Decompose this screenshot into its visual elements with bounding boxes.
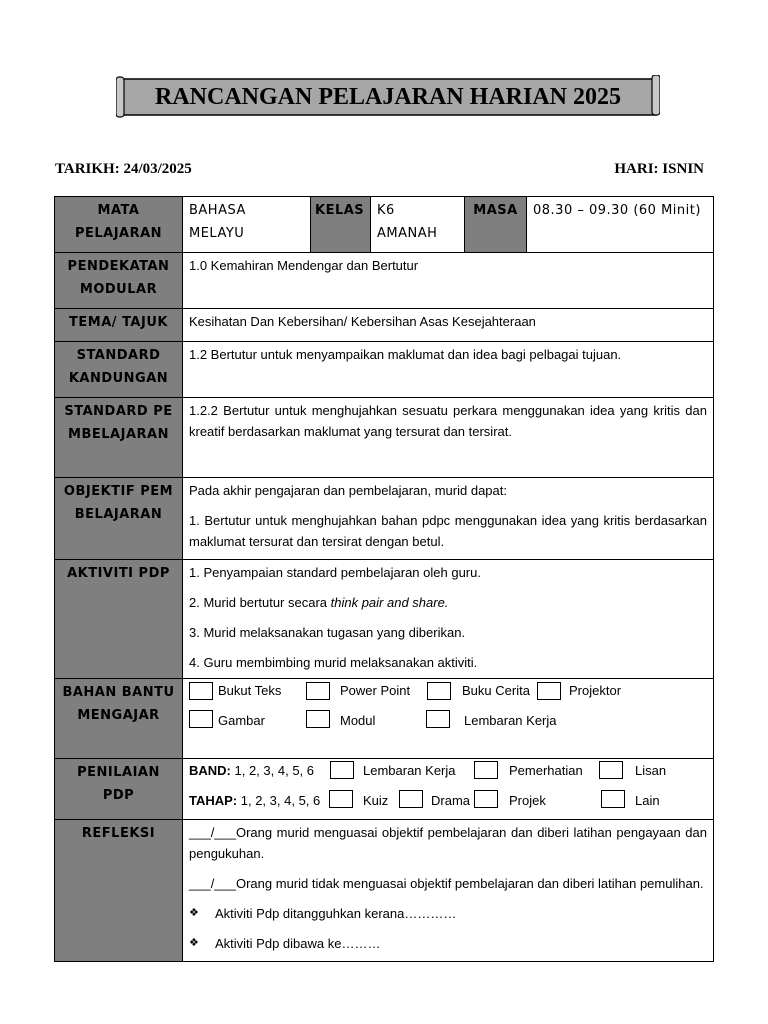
projektor-label: Projektor — [569, 683, 622, 698]
refleksi-cell — [183, 820, 714, 962]
checkbox-bukut-teks[interactable] — [189, 682, 213, 700]
kelas-value: K6 AMANAH — [371, 197, 465, 253]
aktiviti-item-1: 1. Penyampaian standard pembelajaran oleh guru. — [189, 565, 481, 580]
bbm-cell — [183, 679, 714, 759]
hari-label: HARI: ISNIN — [614, 161, 704, 177]
drama-label: Drama — [431, 793, 471, 808]
objektif-cell — [183, 478, 714, 560]
standard-pembelajaran-label: STANDARD PEMBELAJARAN — [55, 398, 183, 478]
bbm-label: BAHAN BANTU MENGAJAR — [55, 679, 183, 759]
pemerhatian-label: Pemerhatian — [509, 763, 583, 778]
refleksi-line-2: ___/___Orang murid tidak menguasai objektif pembelajaran dan diberi latihan pemulihan. — [189, 876, 704, 891]
tahap-label: TAHAP: — [189, 793, 238, 808]
aktiviti-item-2-emphasis: think pair and share. — [330, 595, 449, 610]
lesson-plan-table — [54, 196, 714, 962]
bukut-teks-label: Bukut Teks — [218, 683, 282, 698]
bbm-options-row-2 — [183, 710, 713, 739]
aktiviti-item-4: 4. Guru membimbing murid melaksanakan aktiviti. — [189, 655, 478, 670]
aktiviti-label: AKTIVITI PDP — [55, 560, 183, 679]
mata-pelajaran-label: MATA PELAJARAN — [55, 197, 183, 253]
aktiviti-row — [55, 560, 714, 679]
objektif-row — [55, 478, 714, 560]
checkbox-lembaran-kerja[interactable] — [426, 710, 450, 728]
objektif-intro: Pada akhir pengajaran dan pembelajaran, murid dapat: — [189, 483, 507, 498]
mata-pelajaran-value: BAHASA MELAYU — [183, 197, 311, 253]
standard-pembelajaran-row — [55, 398, 714, 478]
checkbox-lisan[interactable] — [599, 761, 623, 779]
diamond-bullet-icon: ❖ — [189, 937, 199, 949]
page-title: RANCANGAN PELAJARAN HARIAN 2025 — [155, 83, 621, 110]
refleksi-row — [55, 820, 714, 962]
checkbox-lembaran-kerja-penilaian[interactable] — [330, 761, 354, 779]
masa-value: 08.30 – 09.30 (60 Minit) — [527, 197, 714, 253]
band-values: 1, 2, 3, 4, 5, 6 — [230, 763, 315, 778]
projek-label: Projek — [509, 793, 546, 808]
refleksi-bullet-1 — [189, 903, 707, 924]
band-text — [189, 763, 314, 779]
penilaian-row — [55, 759, 714, 820]
tarikh-label: TARIKH: 24/03/2025 — [55, 161, 192, 177]
power-point-label: Power Point — [340, 683, 411, 698]
gambar-label: Gambar — [218, 713, 265, 728]
checkbox-modul[interactable] — [306, 710, 330, 728]
header-row — [55, 197, 714, 253]
standard-kandungan-value: 1.2 Bertutur untuk menyampaikan maklumat dan idea bagi pelbagai tujuan. — [183, 342, 714, 398]
buku-cerita-label: Buku Cerita — [462, 683, 530, 698]
refleksi-line-1: ___/___Orang murid menguasai objektif pembelajaran dan diberi latihan pengayaan dan pengukuhan. — [189, 825, 707, 861]
bbm-row — [55, 679, 714, 759]
refleksi-bullet-1-text: Aktiviti Pdp ditangguhkan kerana………… — [215, 906, 457, 921]
refleksi-label: REFLEKSI — [55, 820, 183, 962]
objektif-item: 1. Bertutur untuk menghujahkan bahan pdpc menggunakan idea yang kritis berdasarkan maklumat tersurat dan tersirat dengan betul. — [189, 513, 707, 549]
aktiviti-item-2 — [189, 592, 707, 613]
penilaian-band-row — [183, 761, 713, 790]
checkbox-kuiz[interactable] — [329, 790, 353, 808]
checkbox-drama[interactable] — [399, 790, 423, 808]
tema-value: Kesihatan Dan Kebersihan/ Kebersihan Asas Kesejahteraan — [183, 309, 714, 342]
tahap-text — [189, 793, 320, 809]
lain-label: Lain — [635, 793, 660, 808]
lisan-label: Lisan — [635, 763, 667, 778]
checkbox-projektor[interactable] — [537, 682, 561, 700]
checkbox-projek[interactable] — [474, 790, 498, 808]
penilaian-cell — [183, 759, 714, 820]
pendekatan-value: 1.0 Kemahiran Mendengar dan Bertutur — [183, 253, 714, 309]
modul-label: Modul — [340, 713, 376, 728]
pendekatan-label: PENDEKATAN MODULAR — [55, 253, 183, 309]
checkbox-pemerhatian[interactable] — [474, 761, 498, 779]
refleksi-bullet-2 — [189, 933, 707, 954]
aktiviti-item-2-text: 2. Murid bertutur secara — [189, 595, 331, 610]
penilaian-label: PENILAIAN PDP — [55, 759, 183, 820]
lembaran-kerja-label: Lembaran Kerja — [464, 713, 557, 728]
pendekatan-row — [55, 253, 714, 309]
title-banner — [116, 75, 660, 119]
standard-kandungan-label: STANDARD KANDUNGAN — [55, 342, 183, 398]
tema-row — [55, 309, 714, 342]
penilaian-tahap-row — [183, 790, 713, 819]
kuiz-label: Kuiz — [363, 793, 389, 808]
checkbox-buku-cerita[interactable] — [427, 682, 451, 700]
checkbox-power-point[interactable] — [306, 682, 330, 700]
aktiviti-item-3: 3. Murid melaksanakan tugasan yang diberikan. — [189, 625, 466, 640]
objektif-label: OBJEKTIF PEMBELAJARAN — [55, 478, 183, 560]
standard-pembelajaran-value: 1.2.2 Bertutur untuk menghujahkan sesuatu perkara menggunakan idea yang kritis dan kreatif berdasarkan maklumat yang tersurat dan tersirat. — [183, 398, 714, 478]
lembaran-kerja-penilaian-label: Lembaran Kerja — [363, 763, 456, 778]
refleksi-bullet-2-text: Aktiviti Pdp dibawa ke……… — [215, 936, 381, 951]
aktiviti-cell — [183, 560, 714, 679]
tema-label: TEMA/ TAJUK — [55, 309, 183, 342]
tahap-values: 1, 2, 3, 4, 5, 6 — [237, 793, 321, 808]
band-label: BAND: — [189, 763, 231, 778]
diamond-bullet-icon: ❖ — [189, 907, 199, 919]
masa-label: MASA — [465, 197, 527, 253]
standard-kandungan-row — [55, 342, 714, 398]
checkbox-lain[interactable] — [601, 790, 625, 808]
bbm-options-row-1 — [183, 681, 713, 710]
kelas-label: KELAS — [311, 197, 371, 253]
checkbox-gambar[interactable] — [189, 710, 213, 728]
